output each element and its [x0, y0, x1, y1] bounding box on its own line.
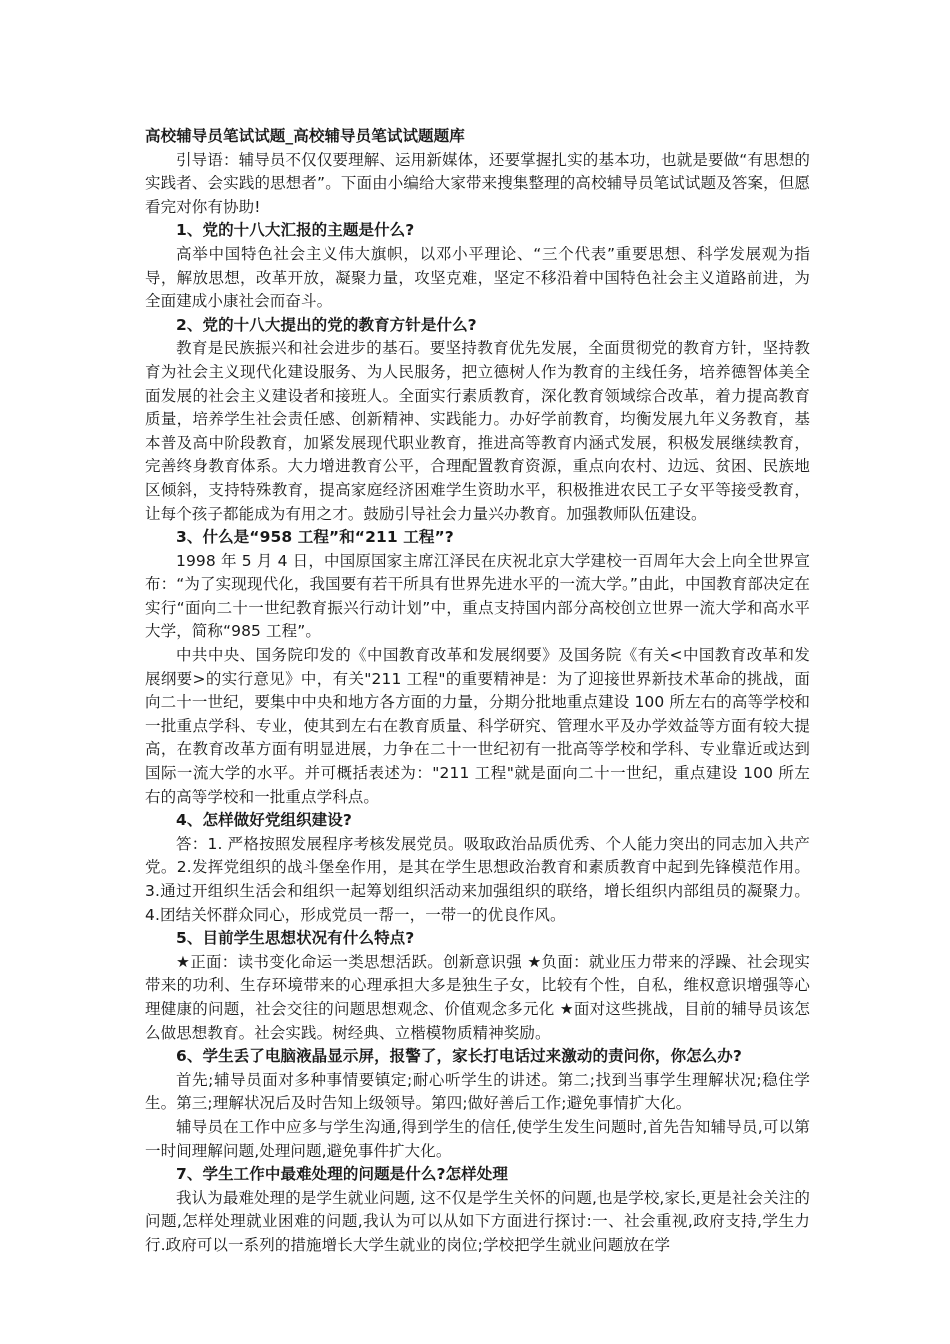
answer-paragraph: 中共中央、国务院印发的《中国教育改革和发展纲要》及国务院《有关<中国教育改革和发展纲要>的实行意见》中，有关"211 工程"的重要精神是：为了迎接世界新技术革命的挑战，面向二十一世纪，要集中中央和地方各方面的力量，分期分批地重点建设 100 所左右的高等学校和一批重点学科、专业，使其到左右在教育质量、科学研究、管理水平及办学效益等方面有较大提高，在教育改革方面有明显进展，力争在二十一世纪初有一批高等学校和学科、专业靠近或达到国际一流大学的水平。并可概括表述为："211 工程"就是面向二十一世纪，重点建设 100 所左右的高等学校和一批重点学科点。 [145, 646, 810, 806]
answer-paragraph: 教育是民族振兴和社会进步的基石。要坚持教育优先发展，全面贯彻党的教育方针，坚持教育为社会主义现代化建设服务、为人民服务，把立德树人作为教育的主线任务，培养德智体美全面发展的社会主义建设者和接班人。全面实行素质教育，深化教育领域综合改革，着力提高教育质量，培养学生社会责任感、创新精神、实践能力。办好学前教育，均衡发展九年义务教育，基本普及高中阶段教育，加紧发展现代职业教育，推进高等教育内涵式发展，积极发展继续教育，完善终身教育体系。大力增进教育公平，合理配置教育资源，重点向农村、边远、贫困、民族地区倾斜，支持特殊教育，提高家庭经济困难学生资助水平，积极推进农民工子女平等接受教育，让每个孩子都能成为有用之才。鼓励引导社会力量兴办教育。加强教师队伍建设。 [145, 339, 810, 523]
document-page [145, 125, 810, 1258]
question-heading: 3、什么是“958 工程”和“211 工程”? [176, 528, 454, 547]
answer-paragraph: 高举中国特色社会主义伟大旗帜，以邓小平理论、“三个代表”重要思想、科学发展观为指导，解放思想，改革开放，凝聚力量，攻坚克难，坚定不移沿着中国特色社会主义道路前进，为全面建成小康社会而奋斗。 [145, 244, 810, 311]
answer-paragraph: ★正面：读书变化命运一类思想活跃。创新意识强 ★负面：就业压力带来的浮躁、社会现实带来的功利、生存环境带来的心理承担大多是独生子女，比较有个性，自私，维权意识增强等心理健康的问题，社会交往的问题思想观念、价值观念多元化 ★面对这些挑战，目前的辅导员该怎么做思想教育。社会实践。树经典、立楷模物质精神奖励。 [145, 952, 810, 1042]
question-heading: 1、党的十八大汇报的主题是什么? [176, 221, 415, 240]
question-heading: 6、学生丢了电脑液晶显示屏，报警了，家长打电话过来激动的责问你，你怎么办? [176, 1047, 742, 1066]
document-title: 高校辅导员笔试试题_高校辅导员笔试试题题库 [145, 127, 465, 145]
answer-paragraph: 答：1. 严格按照发展程序考核发展党员。吸取政治品质优秀、个人能力突出的同志加入共产党。2.发挥党组织的战斗堡垒作用，是其在学生思想政治教育和素质教育中起到先锋模范作用。3.通过开组织生活会和组织一起筹划组织活动来加强组织的联络，增长组织内部组员的凝聚力。4.团结关怀群众同心，形成党员一帮一，一带一的优良作风。 [145, 834, 810, 924]
question-heading: 7、学生工作中最难处理的问题是什么?怎样处理 [176, 1165, 508, 1184]
question-heading: 2、党的十八大提出的党的教育方针是什么? [176, 315, 477, 334]
answer-paragraph: 我认为最难处理的是学生就业问题, 这不仅是学生关怀的问题,也是学校,家长,更是社会关注的问题,怎样处理就业困难的问题,我认为可以从如下方面进行探讨:一、社会重视,政府支持,学生力行.政府可以一系列的措施增长大学生就业的岗位;学校把学生就业问题放在学 [145, 1188, 810, 1254]
answer-paragraph: 辅导员在工作中应多与学生沟通,得到学生的信任,使学生发生问题时,首先告知辅导员,可以第一时间理解问题,处理问题,避免事件扩大化。 [145, 1117, 810, 1160]
answer-paragraph: 首先;辅导员面对多种事情要镇定;耐心听学生的讲述。第二;找到当事学生理解状况;稳住学生。第三;理解状况后及时告知上级领导。第四;做好善后工作;避免事情扩大化。 [145, 1070, 810, 1113]
question-heading: 5、目前学生思想状况有什么特点? [176, 929, 415, 948]
intro-paragraph: 引导语：辅导员不仅仅要理解、运用新媒体，还要掌握扎实的基本功，也就是要做“有思想的实践者、会实践的思想者”。下面由小编给大家带来搜集整理的高校辅导员笔试试题及答案，但愿看完对你有协助! [145, 150, 810, 216]
question-heading: 4、怎样做好党组织建设? [176, 811, 352, 830]
answer-paragraph: 1998 年 5 月 4 日，中国原国家主席江泽民在庆祝北京大学建校一百周年大会上向全世界宣布：“为了实现现代化，我国要有若干所具有世界先进水平的一流大学。”由此，中国教育部决定在实行“面向二十一世纪教育振兴行动计划”中，重点支持国内部分高校创立世界一流大学和高水平大学，简称“985 工程”。 [145, 551, 810, 641]
